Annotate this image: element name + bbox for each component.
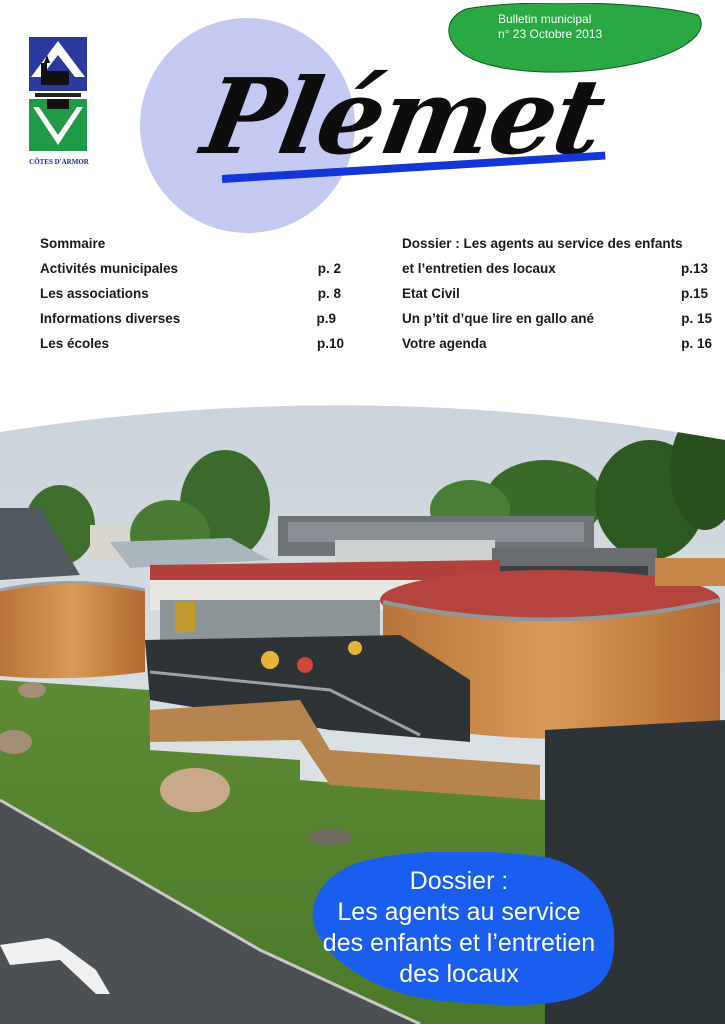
toc-right-label-1: et l’entretien des locaux	[402, 261, 556, 276]
dossier-line2: Les agents au service	[337, 898, 581, 926]
toc-left-label-2: Les associations	[40, 286, 149, 301]
toc-right-label-0: Dossier : Les agents au service des enfants	[402, 236, 683, 251]
toc-right-page-1: p.13	[680, 261, 708, 276]
toc-right-page-3: p. 15	[681, 311, 712, 326]
toc-left-label-0: Sommaire	[40, 236, 106, 251]
toc-right-page-2: p.15	[680, 286, 708, 301]
toc-left-label-1: Activités municipales	[40, 261, 179, 276]
toc-left-label-4: Les écoles	[40, 336, 110, 351]
logo-caption: CÔTES D'ARMOR	[29, 158, 89, 166]
dossier-line1: Dossier :	[409, 867, 509, 895]
dossier-line4: des locaux	[399, 960, 519, 988]
town-logo	[27, 35, 89, 170]
bulletin-line2: n° 23 Octobre 2013	[498, 27, 603, 41]
toc-left-page-1: p. 2	[317, 261, 341, 276]
coat-of-arms-icon	[27, 35, 89, 157]
toc-right-label-4: Votre agenda	[402, 336, 487, 351]
dossier-callout	[300, 852, 618, 1007]
toc-right-page-4: p. 16	[681, 336, 712, 351]
bulletin-line1: Bulletin municipal	[498, 12, 592, 26]
dossier-line3: des enfants et l’entretien	[322, 929, 596, 957]
masthead-title: Plémet	[194, 55, 613, 178]
toc-right-label-3: Un p’tit d’que lire en gallo ané	[402, 311, 595, 326]
toc-left-label-3: Informations diverses	[40, 311, 181, 326]
toc-right-label-2: Etat Civil	[402, 286, 460, 301]
toc-left-page-3: p.9	[316, 311, 336, 326]
toc-left-page-2: p. 8	[317, 286, 341, 301]
toc-left-page-4: p.10	[316, 336, 344, 351]
